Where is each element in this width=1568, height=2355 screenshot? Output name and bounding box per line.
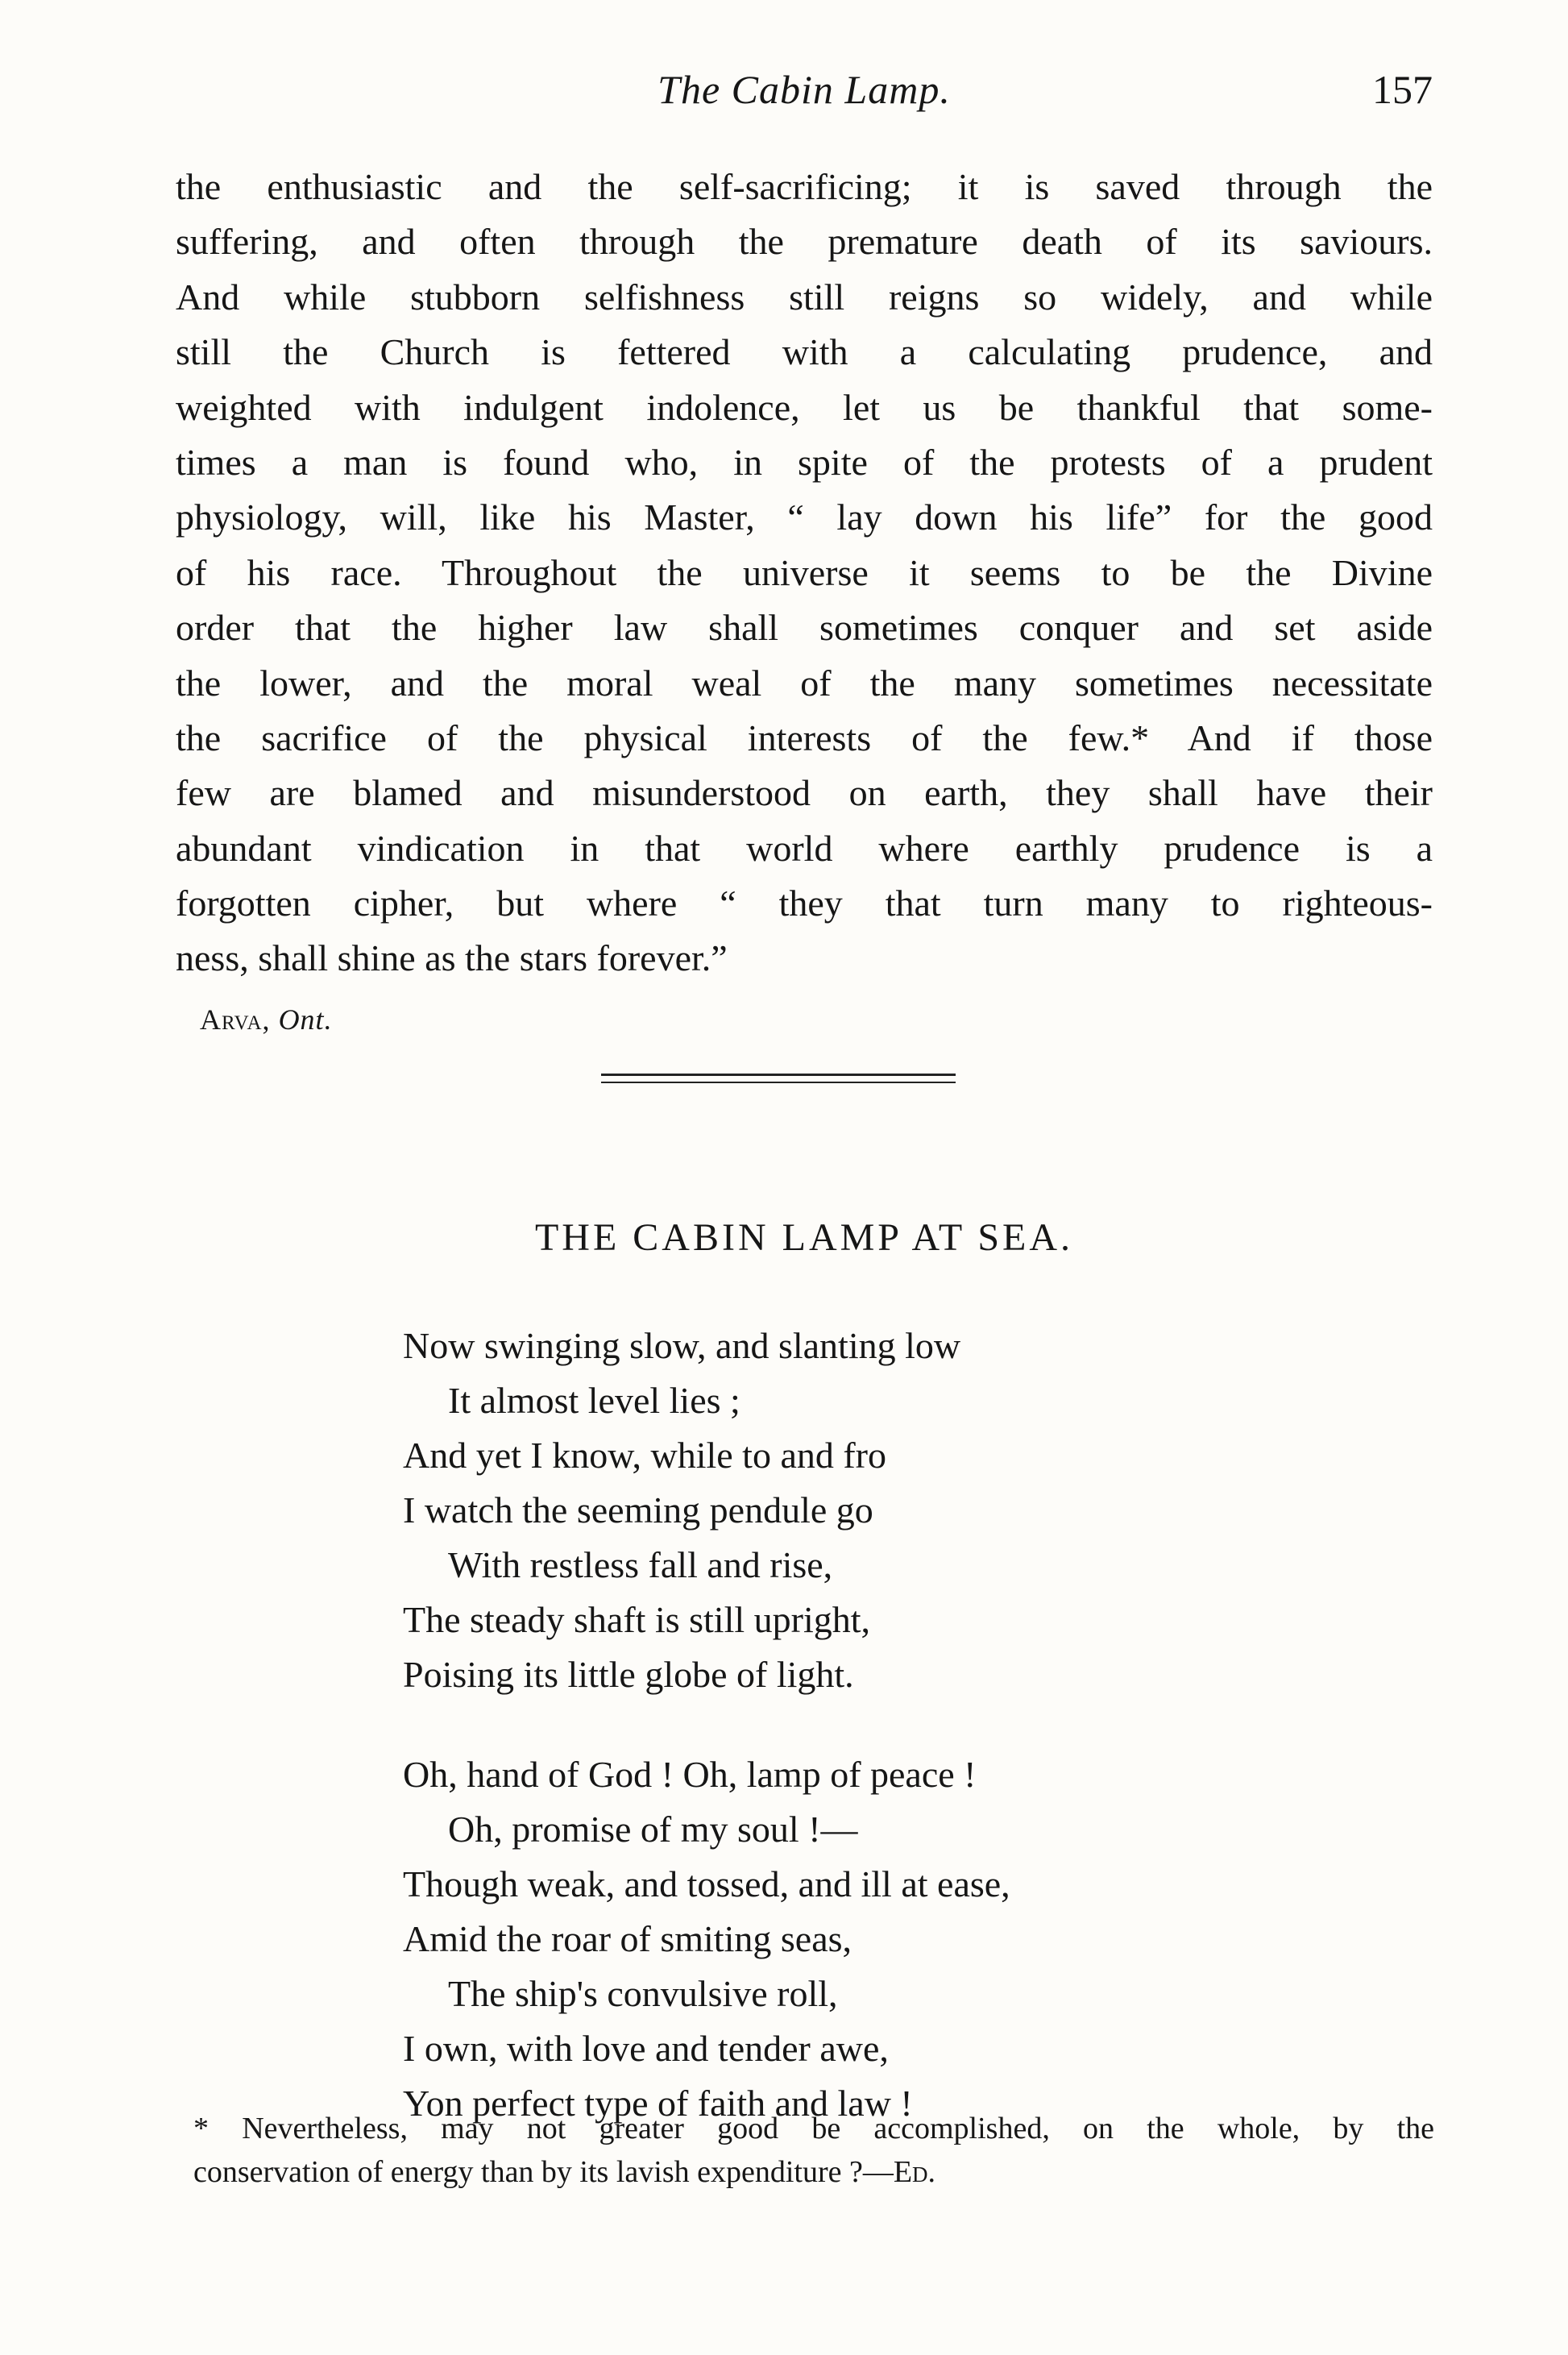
prose-line: order that the higher law shall sometimes conquer and set aside — [176, 607, 1433, 649]
footnote-line — [193, 2150, 1434, 2194]
prose-line: still the Church is fettered with a calculating prudence, and — [176, 331, 1433, 373]
editor-mark: Ed. — [893, 2155, 936, 2189]
prose-line: And while stubborn selfishness still reigns so widely, and while — [176, 276, 1433, 318]
verse-line: It almost level lies ; — [448, 1380, 740, 1421]
prose-line: physiology, will, like his Master, “ lay down his life” for the good — [176, 496, 1433, 538]
prose-line: the lower, and the moral weal of the many sometimes necessitate — [176, 662, 1433, 704]
verse-line: Oh, hand of God ! Oh, lamp of peace ! — [403, 1754, 977, 1795]
verse-line: With restless fall and rise, — [448, 1544, 833, 1585]
poem-title: THE CABIN LAMP AT SEA. — [534, 1216, 1074, 1259]
prose-line: ness, shall shine as the stars forever.” — [176, 937, 728, 979]
prose-line: few are blamed and misunderstood on earth, they shall have their — [176, 772, 1433, 814]
stanza — [403, 1747, 1450, 2131]
prose-line: forgotten cipher, but where “ they that turn many to righteous- — [176, 883, 1433, 924]
verse-line: And yet I know, while to and fro — [403, 1435, 886, 1476]
location-place: Arva, — [200, 1003, 271, 1036]
footnote — [193, 2107, 1434, 2194]
verse-line: The ship's convulsive roll, — [448, 1973, 838, 2014]
footnote-line: * Nevertheless, may not greater good be accomplished, on the whole, by the — [193, 2112, 1434, 2145]
prose-line: abundant vindication in that world where earthly prudence is a — [176, 827, 1433, 869]
prose-line: times a man is found who, in spite of the protests of a prudent — [176, 441, 1433, 483]
running-title: The Cabin Lamp. — [657, 67, 951, 112]
page-number: 157 — [1372, 67, 1433, 112]
prose-line: suffering, and often through the premature death of its saviours. — [176, 221, 1433, 263]
prose-line: the enthusiastic and the self-sacrificing; it is saved through the — [176, 166, 1433, 207]
section-divider — [601, 1082, 956, 1083]
section-divider — [601, 1074, 956, 1076]
poem — [403, 1319, 1450, 2131]
verse-line: The steady shaft is still upright, — [403, 1599, 871, 1640]
running-head — [176, 66, 1433, 131]
prose-paragraph — [176, 160, 1433, 986]
verse-line: Now swinging slow, and slanting low — [403, 1325, 961, 1366]
verse-line: I watch the seeming pendule go — [403, 1489, 873, 1531]
location-province: Ont. — [278, 1003, 333, 1036]
verse-line: Though weak, and tossed, and ill at ease, — [403, 1863, 1010, 1904]
verse-line: Yon perfect type of faith and law ! — [403, 2083, 913, 2124]
footnote-text: conservation of energy than by its lavish expenditure ?— — [193, 2155, 894, 2189]
prose-line: weighted with indulgent indolence, let us be thankful that some- — [176, 386, 1433, 428]
author-location — [200, 1003, 333, 1036]
verse-line: I own, with love and tender awe, — [403, 2028, 889, 2069]
verse-line: Oh, promise of my soul !— — [448, 1809, 858, 1850]
prose-line: of his race. Throughout the universe it seems to be the Divine — [176, 551, 1433, 593]
verse-line: Poising its little globe of light. — [403, 1654, 854, 1695]
prose-line: the sacrifice of the physical interests of the few.* And if those — [176, 716, 1433, 758]
stanza — [403, 1319, 1450, 1702]
verse-line: Amid the roar of smiting seas, — [403, 1918, 852, 1959]
